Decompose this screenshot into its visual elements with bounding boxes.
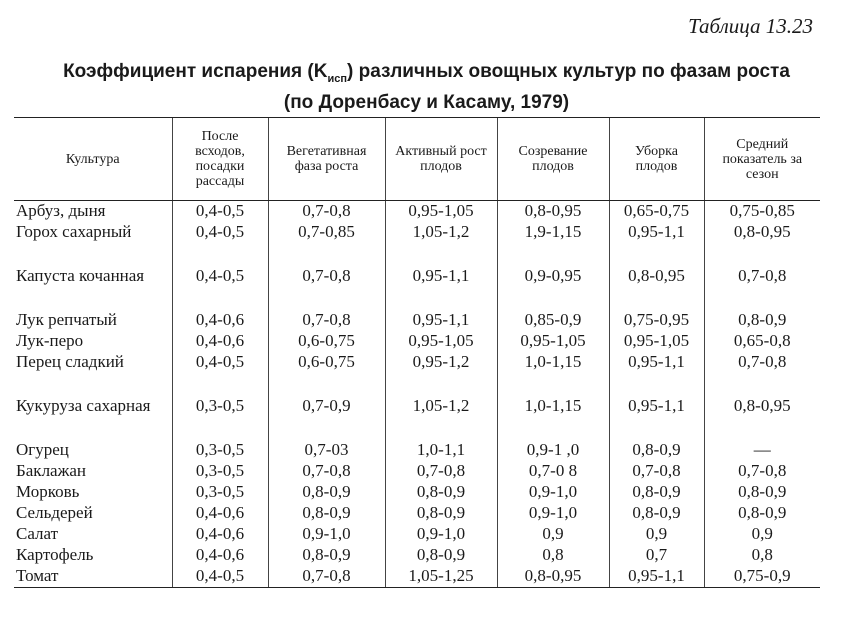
table-cell: 0,75-0,95 <box>609 310 704 331</box>
table-row <box>14 396 820 440</box>
table-cell: 0,95-1,05 <box>497 331 609 352</box>
crop-name: Кукуруза сахарная <box>16 396 151 415</box>
table-row <box>14 503 820 524</box>
table-cell: 0,7-0,8 <box>268 201 385 223</box>
table-cell: 0,8-0,9 <box>268 503 385 524</box>
title-subscript: исп <box>327 72 347 85</box>
table-cell: 1,0-1,15 <box>497 396 609 440</box>
crop-name: Лук репчатый <box>16 310 117 329</box>
crop-name: Томат <box>14 566 172 588</box>
table-cell: 0,4-0,6 <box>172 310 268 331</box>
table-cell: 0,7-0,9 <box>268 396 385 440</box>
table-cell: 0,8-0,9 <box>609 440 704 461</box>
table-cell: 0,7 <box>609 545 704 566</box>
table-cell: 0,3-0,5 <box>172 440 268 461</box>
table-cell: 0,95-1,1 <box>609 222 704 266</box>
table-cell: 0,95-1,05 <box>609 331 704 352</box>
table-cell: 0,8-0,95 <box>609 266 704 310</box>
crop-name: Морковь <box>16 482 80 501</box>
table-cell: 0,75-0,9 <box>704 566 820 588</box>
table-cell: 0,7-0 8 <box>497 461 609 482</box>
table-cell: 0,9-1,0 <box>497 482 609 503</box>
crop-name: Сельдерей <box>16 503 93 522</box>
table-cell: 1,0-1,15 <box>497 352 609 396</box>
table-row <box>14 331 820 352</box>
table-cell: 1,05-1,2 <box>385 396 497 440</box>
crop-name: Лук-перо <box>16 331 84 350</box>
table-cell: 0,8-0,9 <box>385 545 497 566</box>
table-cell: 0,4-0,5 <box>172 222 268 266</box>
table-cell: 0,8-0,95 <box>704 222 820 266</box>
header-row <box>14 118 820 201</box>
crop-name: Арбуз, дыня <box>16 201 106 220</box>
table-cell: 0,8-0,9 <box>268 545 385 566</box>
table-cell: 0,95-1,05 <box>385 201 497 223</box>
column-header-season-average: Средний показатель за сезон <box>704 118 820 201</box>
table-cell: 0,85-0,9 <box>497 310 609 331</box>
table-cell: 0,9 <box>704 524 820 545</box>
table-cell: 0,7-0,8 <box>704 266 820 310</box>
crop-name: Картофель <box>16 545 94 564</box>
table-row <box>14 482 820 503</box>
table-cell: 0,95-1,1 <box>609 566 704 588</box>
table-cell: 0,8-0,9 <box>385 503 497 524</box>
table-cell: 0,8-0,9 <box>385 482 497 503</box>
table-cell: 0,7-0,8 <box>268 461 385 482</box>
table-cell: 0,8-0,9 <box>268 482 385 503</box>
table-cell: 0,6-0,75 <box>268 331 385 352</box>
crop-name: Салат <box>16 524 59 543</box>
table-cell: 0,8-0,95 <box>497 566 609 588</box>
table-cell: 0,8-0,95 <box>497 201 609 223</box>
column-header-vegetative: Вегетативная фаза роста <box>268 118 385 201</box>
table-cell: — <box>704 440 820 461</box>
table-cell: 0,4-0,6 <box>172 524 268 545</box>
table-cell: 0,8-0,95 <box>704 396 820 440</box>
table-cell: 0,3-0,5 <box>172 482 268 503</box>
table-cell: 0,9-1,0 <box>497 503 609 524</box>
table-cell: 0,4-0,5 <box>172 566 268 588</box>
table-row <box>14 352 820 396</box>
table-cell: 0,75-0,85 <box>704 201 820 223</box>
table-cell: 0,8-0,9 <box>609 503 704 524</box>
table-cell: 0,9-1 ,0 <box>497 440 609 461</box>
table-cell: 0,7-0,8 <box>609 461 704 482</box>
column-header-active-growth: Активный рост плодов <box>385 118 497 201</box>
table-cell: 0,4-0,6 <box>172 545 268 566</box>
table-cell: 0,9 <box>609 524 704 545</box>
table-cell: 0,7-0,8 <box>268 566 385 588</box>
table-cell: 0,7-0,8 <box>268 266 385 310</box>
table-cell: 0,4-0,5 <box>172 201 268 223</box>
table-cell: 0,95-1,1 <box>609 352 704 396</box>
table-row <box>14 440 820 461</box>
table-row <box>14 201 820 223</box>
table-row <box>14 524 820 545</box>
table-cell: 0,9-1,0 <box>268 524 385 545</box>
table-cell: 0,8-0,9 <box>704 310 820 331</box>
table-cell: 0,95-1,2 <box>385 352 497 396</box>
table-row <box>14 310 820 331</box>
crop-name: Капуста кочанная <box>16 266 145 285</box>
table-cell: 0,3-0,5 <box>172 396 268 440</box>
table-row <box>14 266 820 310</box>
table-cell: 0,7-0,8 <box>385 461 497 482</box>
table-number: Таблица 13.23 <box>688 14 813 38</box>
table-cell: 0,9-0,95 <box>497 266 609 310</box>
column-header-harvest: Уборка плодов <box>609 118 704 201</box>
title-text-start: Коэффициент испарения (K <box>63 61 328 82</box>
table-cell: 0,7-0,8 <box>268 310 385 331</box>
table-cell: 0,95-1,1 <box>385 310 497 331</box>
table-cell: 0,6-0,75 <box>268 352 385 396</box>
table-cell: 1,05-1,25 <box>385 566 497 588</box>
table-row <box>14 566 820 588</box>
table-cell: 0,9-1,0 <box>385 524 497 545</box>
crop-name: Перец сладкий <box>16 352 124 371</box>
table-cell: 0,7-03 <box>268 440 385 461</box>
table-cell: 0,95-1,1 <box>609 396 704 440</box>
table-cell: 0,3-0,5 <box>172 461 268 482</box>
table-cell: 0,65-0,8 <box>704 331 820 352</box>
table-cell: 1,9-1,15 <box>497 222 609 266</box>
table-row <box>14 222 820 266</box>
title-line-2: (по Доренбасу и Касаму, 1979) <box>283 91 570 113</box>
table-cell: 0,9 <box>497 524 609 545</box>
crop-name: Горох сахарный <box>16 222 132 241</box>
table-cell: 0,4-0,6 <box>172 503 268 524</box>
table-title <box>0 60 853 115</box>
column-header-crop: Культура <box>14 118 172 201</box>
evaporation-coefficient-table <box>14 117 820 588</box>
table-cell: 0,95-1,1 <box>385 266 497 310</box>
table-cell: 0,7-0,8 <box>704 352 820 396</box>
table-cell: 0,8 <box>704 545 820 566</box>
title-line-1 <box>0 60 853 91</box>
table-cell: 0,7-0,85 <box>268 222 385 266</box>
crop-name: Баклажан <box>16 461 86 480</box>
table-row <box>14 461 820 482</box>
table-cell: 0,4-0,5 <box>172 266 268 310</box>
table-cell: 0,8-0,9 <box>704 482 820 503</box>
table-cell: 0,8-0,9 <box>704 503 820 524</box>
table-cell: 0,8 <box>497 545 609 566</box>
table-cell: 0,8-0,9 <box>609 482 704 503</box>
column-header-post-emergence: После всходов, посадки рассады <box>172 118 268 201</box>
table-cell: 0,4-0,5 <box>172 352 268 396</box>
table-cell: 0,4-0,6 <box>172 331 268 352</box>
table-cell: 0,65-0,75 <box>609 201 704 223</box>
title-text-end: ) различных овощных культур по фазам роста <box>347 61 790 82</box>
table-cell: 1,0-1,1 <box>385 440 497 461</box>
table-cell: 0,7-0,8 <box>704 461 820 482</box>
column-header-ripening: Созревание плодов <box>497 118 609 201</box>
table-cell: 0,95-1,05 <box>385 331 497 352</box>
crop-name: Огурец <box>16 440 69 459</box>
table-cell: 1,05-1,2 <box>385 222 497 266</box>
table-row <box>14 545 820 566</box>
